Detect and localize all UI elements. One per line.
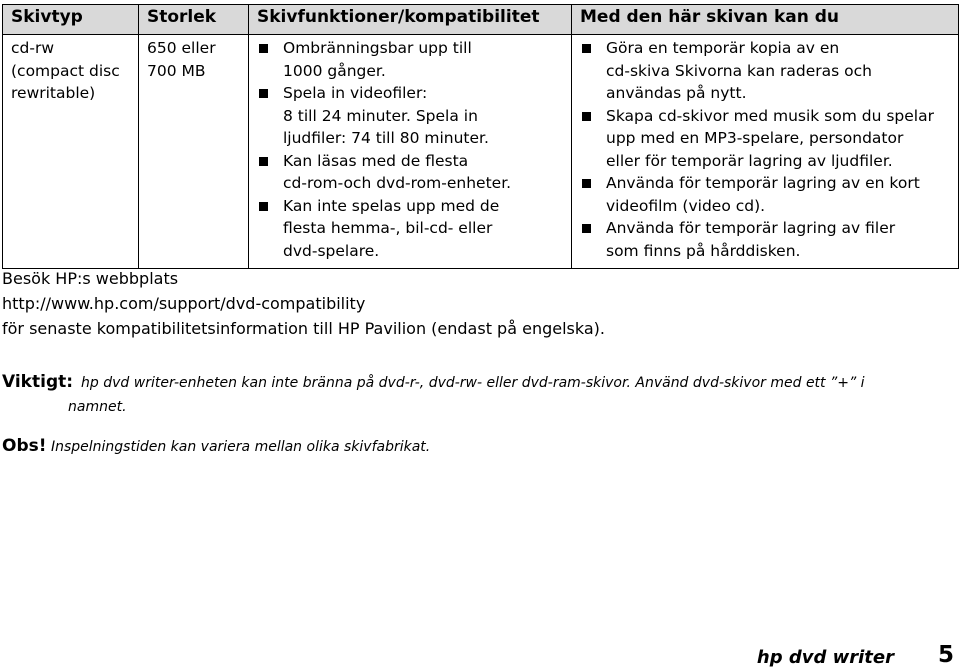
list-item bbox=[580, 172, 954, 217]
cell-disc-type bbox=[3, 35, 139, 269]
header-functions: Skivfunktioner/kompatibilitet bbox=[249, 5, 572, 35]
use-text: Skapa cd-skivor med musik som du spelar upp med en MP3-spelare, persondator eller för temporär lagring av ljudfiler. bbox=[606, 106, 934, 170]
header-uses: Med den här skivan kan du bbox=[572, 5, 959, 35]
function-text: Spela in videofiler: 8 till 24 minuter. Spela in ljudfiler: 74 till 80 minuter. bbox=[283, 84, 489, 147]
important-note bbox=[2, 370, 942, 419]
important-text-continued: namnet. bbox=[68, 399, 127, 415]
list-item bbox=[580, 105, 954, 173]
functions-list bbox=[257, 37, 567, 262]
header-disc-type: Skivtyp bbox=[3, 5, 139, 35]
uses-list bbox=[580, 37, 954, 262]
square-bullet-icon bbox=[259, 202, 268, 211]
list-item bbox=[257, 82, 567, 150]
square-bullet-icon bbox=[582, 112, 591, 121]
square-bullet-icon bbox=[582, 224, 591, 233]
website-intro: Besök HP:s webbplats bbox=[2, 269, 179, 288]
disc-type-text: cd-rw (compact disc rewritable) bbox=[11, 39, 120, 102]
cell-size bbox=[139, 35, 249, 269]
obs-label: Obs! bbox=[2, 436, 47, 456]
square-bullet-icon bbox=[259, 89, 268, 98]
list-item bbox=[257, 195, 567, 263]
page-number: 5 bbox=[937, 642, 954, 668]
cell-uses bbox=[572, 35, 959, 269]
square-bullet-icon bbox=[582, 44, 591, 53]
use-text: Använda för temporär lagring av filer som finns på hårddisken. bbox=[606, 219, 896, 260]
square-bullet-icon bbox=[259, 44, 268, 53]
size-text: 650 eller 700 MB bbox=[147, 39, 216, 80]
function-text: Ombränningsbar upp till 1000 gånger. bbox=[283, 39, 472, 80]
use-text: Använda för temporär lagring av en kort videofilm (video cd). bbox=[606, 174, 920, 215]
website-description: för senaste kompatibilitetsinformation till HP Pavilion (endast på engelska). bbox=[2, 319, 605, 338]
function-text: Kan läsas med de flesta cd-rom-och dvd-rom-enheter. bbox=[283, 151, 512, 192]
cell-functions bbox=[249, 35, 572, 269]
list-item bbox=[257, 37, 567, 82]
disc-type-table bbox=[2, 4, 959, 269]
use-text: Göra en temporär kopia av en cd-skiva Skivorna kan raderas och användas på nytt. bbox=[606, 39, 872, 102]
table-row bbox=[3, 35, 959, 269]
table-header-row bbox=[3, 5, 959, 35]
important-label: Viktigt: bbox=[2, 372, 74, 392]
obs-text: Inspelningstiden kan variera mellan olika skivfabrikat. bbox=[50, 439, 431, 455]
footer-title: hp dvd writer bbox=[756, 647, 894, 668]
list-item bbox=[580, 217, 954, 262]
obs-note bbox=[2, 434, 942, 459]
website-info bbox=[2, 266, 952, 341]
header-size: Storlek bbox=[139, 5, 249, 35]
function-text: Kan inte spelas upp med de flesta hemma-, bil-cd- eller dvd-spelare. bbox=[283, 196, 500, 260]
website-url: http://www.hp.com/support/dvd-compatibility bbox=[2, 294, 366, 313]
list-item bbox=[257, 150, 567, 195]
important-text: hp dvd writer-enheten kan inte bränna på dvd-r-, dvd-rw- eller dvd-ram-skivor. Använd dvd-skivor med ett ”+” i bbox=[81, 375, 865, 391]
square-bullet-icon bbox=[259, 157, 268, 166]
square-bullet-icon bbox=[582, 179, 591, 188]
list-item bbox=[580, 37, 954, 105]
